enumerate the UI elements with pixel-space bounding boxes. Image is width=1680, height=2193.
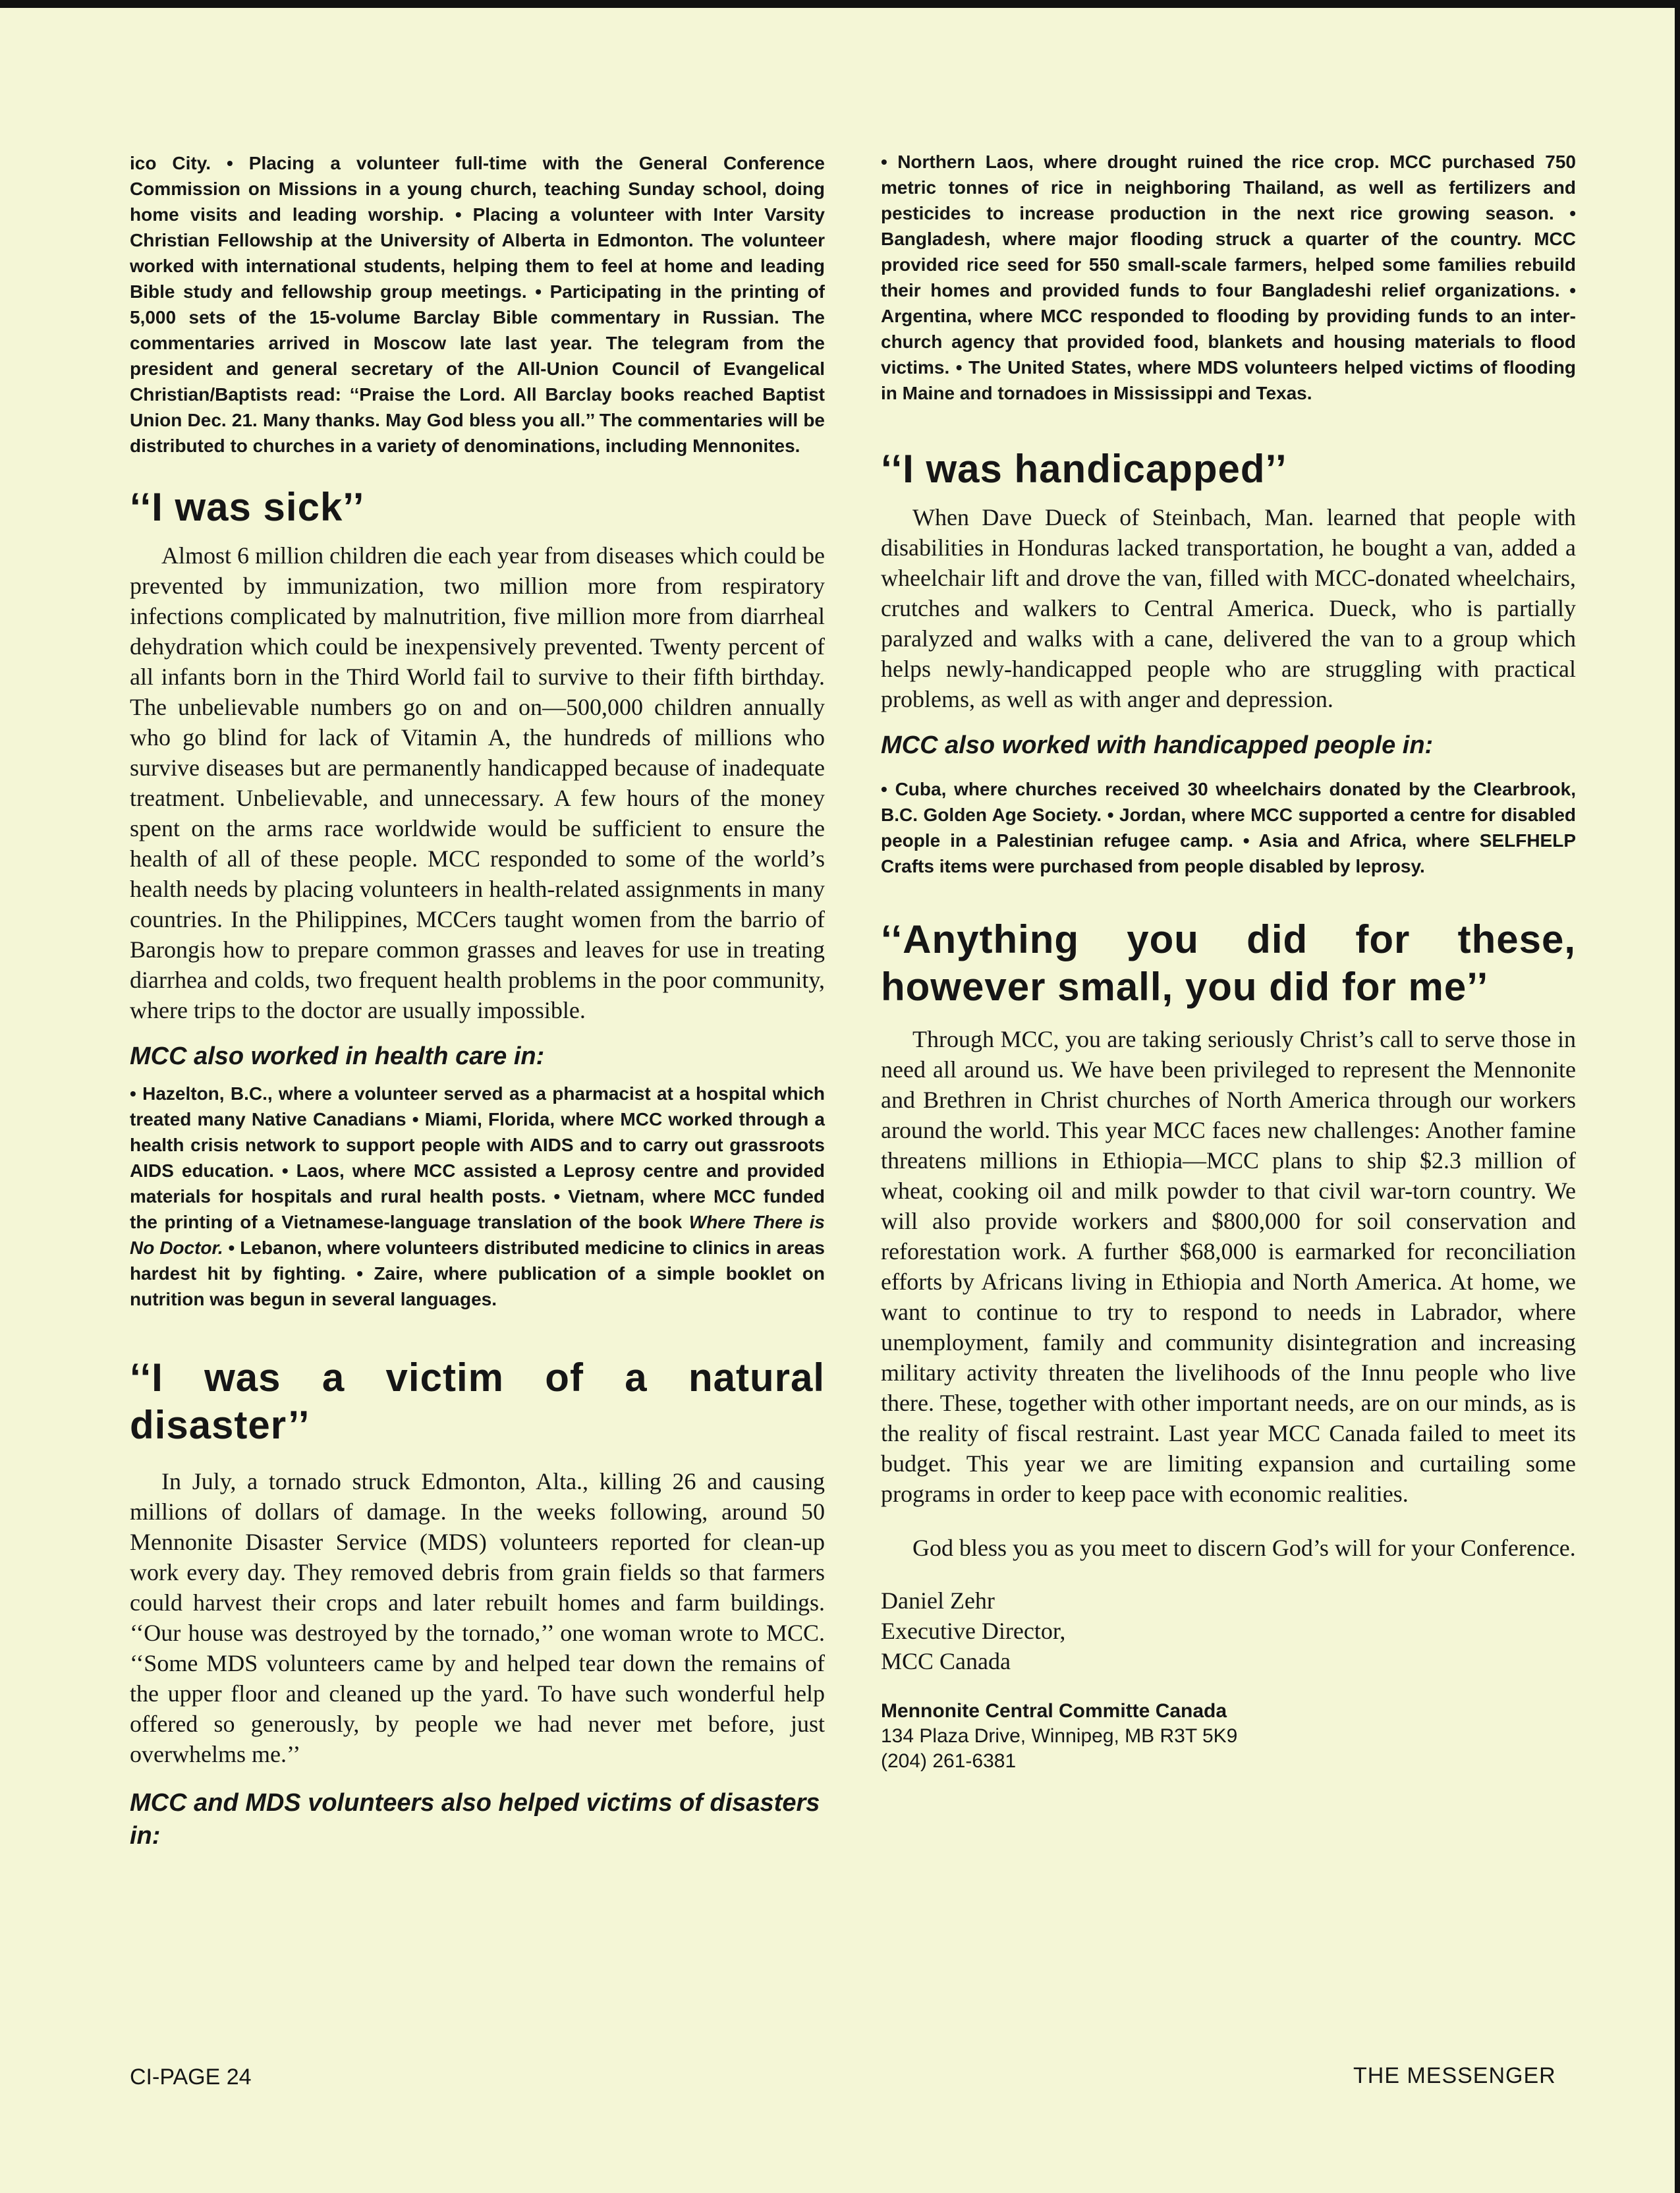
handicapped-body-paragraph: When Dave Dueck of Steinbach, Man. learned that people with disabilities in Honduras lacked transportation, he bought a van, added a wheelchair lift and drove the van, filled with MCC-donated wheelchairs, crutches and walkers to Central America. Dueck, who is partially paralyzed and walks with a cane, delivered the van to a group which helps newly-handicapped people who are struggling with practical problems, as well as with anger and depression. [881, 504, 1576, 712]
sick-body-paragraph: Almost 6 million children die each year from diseases which could be prevented by immunization, two million more from respiratory infections complicated by malnutrition, five million more from diarrheal dehydration which could be inexpensively prevented. Twenty percent of all infants born in the Third World fail to survive to their fifth birthday. The unbelievable numbers go on and on—500,000 children annually who go blind for lack of Vitamin A, the hundreds of millions who survive diseases but are permanently handicapped because of inadequate treatment. Unbelievable, and unnecessary. A few hours of the money spent on the arms race worldwide would be sufficient to ensure the health of all of these people. MCC responded to some of the world’s health needs by placing volunteers in health-related assignments in many countries. In the Philippines, MCCers taught women from the barrio of Barongis how to prepare common grasses and leaves for use in treating diarrhea and colds, two frequent health problems in the poor community, where trips to the doctor are usually impossible. [130, 542, 825, 1023]
address-block [881, 1700, 1576, 1773]
book-title: Where There is No Doctor. [130, 1212, 825, 1258]
health-list-part-a: • Hazelton, B.C., where a volunteer served as a pharmacist at a hospital which treated many Native Canadians • Miami, Florida, where MCC worked through a health crisis network to support people with AIDS and to carry out grassroots AIDS education. • Laos, where MCC assisted a Leprosy centre and provided materials for hospitals and rural health posts. • Vietnam, where MCC funded the printing of a Vietnamese-language translation of the book [130, 1083, 825, 1232]
signature-title: Executive Director, [881, 1618, 1066, 1644]
left-column [130, 150, 825, 1852]
page-top-edge [0, 0, 1680, 8]
health-care-list [130, 1081, 825, 1312]
address-phone: (204) 261-6381 [881, 1750, 1017, 1772]
signature-org: MCC Canada [881, 1648, 1011, 1674]
heading-i-was-sick: ‘‘I was sick’’ [130, 485, 365, 529]
left-intro-paragraph: ico City. • Placing a volunteer full-time with the General Conference Commission on Missions in a young church, teaching Sunday school, doing home visits and leading worship. • Placing a volunteer with Inter Varsity Christian Fellowship at the University of Alberta in Edmonton. The volunteer worked with international students, helping them to feel at home and leading Bible study and fellowship group meetings. • Participating in the printing of 5,000 sets of the 15-volume Barclay Bible commentary in Russian. The commentaries arrived in Moscow late last year. The telegram from the president and general secretary of the All-Union Council of Evangelical Christian/Baptists read: ‘‘Praise the Lord. All Barclay books reached Baptist Union Dec. 21. Many thanks. May God bless you all.’’ The commentaries will be distributed to churches in a variety of denominations, including Mennonites. [130, 153, 825, 456]
blessing-paragraph: God bless you as you meet to discern God’s will for your Conference. [912, 1535, 1576, 1561]
address-street: 134 Plaza Drive, Winnipeg, MB R3T 5K9 [881, 1725, 1238, 1747]
heading-natural-disaster: ‘‘I was a victim of a natural disaster’’ [130, 1355, 825, 1447]
disaster-subhead: MCC and MDS volunteers also helped victims of disasters in: [130, 1789, 820, 1850]
handicapped-subhead: MCC also worked with handicapped people in: [881, 731, 1434, 759]
disaster-body-paragraph: In July, a tornado struck Edmonton, Alta., killing 26 and causing millions of dollars of damage. In the weeks following, around 50 Mennonite Disaster Service (MDS) volunteers reported for clean-up work every day. They removed debris from grain fields so that farmers could harvest their crops and later rebuilt homes and farm buildings. ‘‘Our house was destroyed by the tornado,’’ one woman wrote to MCC. ‘‘Some MDS volunteers came by and helped tear down the remains of the upper floor and cleaned up the yard. To have such wonderful help offered so generously, by people we had never met before, just overwhelms me.’’ [130, 1468, 825, 1767]
anything-body-paragraph: Through MCC, you are taking seriously Christ’s call to serve those in need all around us. We have been privileged to represent the Mennonite and Brethren in Christ churches of North America through our workers around the world. This year MCC faces new challenges: Another famine threatens millions in Ethiopia—MCC plans to ship $2.3 million of wheat, cooking oil and milk powder to that civil war-torn country. We will also provide workers and $800,000 for soil conservation and reforestation work. A further $68,000 is earmarked for reconciliation efforts by Africans living in Ethiopia and North America. At home, we want to continue to try to respond to needs in Labrador, where unemployment, family and community disintegration and increasing military activity threaten the livelihoods of the Innu people who live there. These, together with other important needs, are on our minds, as is the reality of fiscal restraint. Last year MCC Canada failed to meet its budget. This year we are limiting expansion and curtailing some programs in order to keep pace with economic realities. [881, 1026, 1576, 1507]
signature-name: Daniel Zehr [881, 1587, 995, 1614]
right-column [881, 149, 1576, 1773]
health-care-subhead: MCC also worked in health care in: [130, 1042, 545, 1070]
handicapped-list: • Cuba, where churches received 30 wheelchairs donated by the Clearbrook, B.C. Golden Age Society. • Jordan, where MCC supported a centre for disabled people in a Palestinian refugee camp. • Asia and Africa, where SELFHELP Crafts items were purchased from people disabled by leprosy. [881, 779, 1576, 876]
health-list-part-b: • Lebanon, where volunteers distributed medicine to clinics in areas hardest hit by fighting. • Zaire, where publication of a simple booklet on nutrition was begun in several languages. [130, 1238, 825, 1309]
address-org: Mennonite Central Committe Canada [881, 1700, 1227, 1722]
right-intro-paragraph: • Northern Laos, where drought ruined the rice crop. MCC purchased 750 metric tonnes of rice in neighboring Thailand, as well as fertilizers and pesticides to increase production in the next rice growing season. • Bangladesh, where major flooding struck a quarter of the country. MCC provided rice seed for 550 small-scale farmers, helped some families rebuild their homes and provided funds to four Bangladeshi relief organizations. • Argentina, where MCC responded to flooding by providing funds to an inter-church agency that provided food, blankets and housing materials to flood victims. • The United States, where MDS volunteers helped victims of flooding in Maine and tornadoes in Mississippi and Texas. [881, 152, 1576, 403]
page-number: CI-PAGE 24 [130, 2065, 252, 2090]
page-right-edge [1675, 0, 1680, 2193]
heading-i-was-handicapped: ‘‘I was handicapped’’ [881, 447, 1287, 491]
signature-block [881, 1585, 1576, 1676]
heading-anything-you-did: ‘‘Anything you did for these, however small, you did for me’’ [881, 917, 1576, 1009]
publication-name: THE MESSENGER [1353, 2063, 1556, 2088]
